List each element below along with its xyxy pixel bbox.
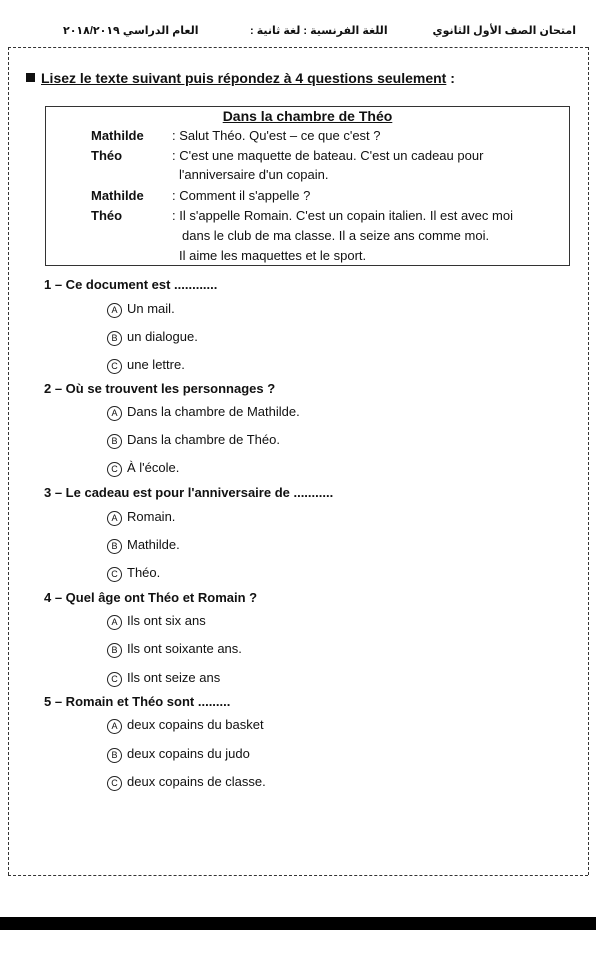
dialogue-line: dans le club de ma classe. Il a seize ans comme moi. — [182, 228, 490, 243]
speaker-theo: Théo — [91, 148, 123, 163]
circled-letter-icon: B — [107, 434, 122, 449]
speaker-theo: Théo — [91, 208, 123, 223]
option-text: Dans la chambre de Mathilde. — [127, 404, 300, 419]
left-border — [8, 47, 9, 875]
answer-option[interactable] — [107, 746, 250, 763]
bottom-black-bar — [0, 917, 596, 930]
speaker-mathilde: Mathilde — [91, 128, 144, 143]
dialogue-line: : C'est une maquette de bateau. C'est un cadeau pour — [172, 148, 484, 163]
option-text: Un mail. — [127, 301, 175, 316]
circled-letter-icon: C — [107, 567, 122, 582]
circled-letter-icon: B — [107, 331, 122, 346]
question-4: 4 – Quel âge ont Théo et Romain ? — [44, 590, 258, 605]
circled-letter-icon: B — [107, 539, 122, 554]
circled-letter-icon: A — [107, 511, 122, 526]
answer-option[interactable] — [107, 329, 198, 346]
dialogue-line: Il aime les maquettes et le sport. — [179, 248, 367, 263]
answer-option[interactable] — [107, 641, 242, 658]
question-5: 5 – Romain et Théo sont ......... — [44, 694, 231, 709]
circled-letter-icon: B — [107, 643, 122, 658]
answer-option[interactable] — [107, 301, 175, 318]
dialogue-line: : Salut Théo. Qu'est – ce que c'est ? — [172, 128, 381, 143]
option-text: Mathilde. — [127, 537, 180, 552]
circled-letter-icon: A — [107, 303, 122, 318]
bottom-divider — [8, 875, 588, 876]
option-text: À l'école. — [127, 460, 180, 475]
answer-option[interactable] — [107, 670, 220, 687]
top-divider — [8, 47, 588, 48]
question-3: 3 – Le cadeau est pour l'anniversaire de ........... — [44, 485, 334, 500]
instruction-text: Lisez le texte suivant puis répondez à 4 questions seulement — [41, 70, 447, 86]
option-text: Dans la chambre de Théo. — [127, 432, 280, 447]
question-1: 1 – Ce document est ............ — [44, 277, 218, 292]
option-text: une lettre. — [127, 357, 185, 372]
square-bullet-icon — [26, 73, 35, 82]
answer-option[interactable] — [107, 404, 300, 421]
option-text: Théo. — [127, 565, 161, 580]
dialogue-box — [45, 106, 570, 266]
option-text: un dialogue. — [127, 329, 198, 344]
circled-letter-icon: C — [107, 672, 122, 687]
dialogue-title: Dans la chambre de Théo — [222, 108, 393, 124]
circled-letter-icon: C — [107, 359, 122, 374]
circled-letter-icon: C — [107, 462, 122, 477]
option-text: deux copains du judo — [127, 746, 250, 761]
option-text: Romain. — [127, 509, 176, 524]
answer-option[interactable] — [107, 460, 179, 477]
circled-letter-icon: B — [107, 748, 122, 763]
question-2: 2 – Où se trouvent les personnages ? — [44, 381, 276, 396]
answer-option[interactable] — [107, 432, 280, 449]
right-border — [588, 47, 589, 875]
instruction — [26, 70, 455, 86]
answer-option[interactable] — [107, 509, 175, 526]
answer-option[interactable] — [107, 717, 264, 734]
exam-title: امتحان الصف الأول الثانوي — [432, 25, 576, 37]
answer-option[interactable] — [107, 613, 206, 630]
circled-letter-icon: A — [107, 406, 122, 421]
option-text: deux copains du basket — [127, 717, 264, 732]
option-text: Ils ont seize ans — [127, 670, 221, 685]
answer-option[interactable] — [107, 537, 180, 554]
option-text: Ils ont soixante ans. — [127, 641, 242, 656]
answer-option[interactable] — [107, 774, 266, 791]
answer-option[interactable] — [107, 565, 160, 582]
school-year: العام الدراسي ٢٠١٨/٢٠١٩ — [63, 25, 199, 37]
dialogue-line: l'anniversaire d'un copain. — [179, 167, 329, 182]
dialogue-line: : Comment il s'appelle ? — [172, 188, 311, 203]
option-text: Ils ont six ans — [127, 613, 206, 628]
circled-letter-icon: A — [107, 615, 122, 630]
circled-letter-icon: A — [107, 719, 122, 734]
option-text: deux copains de classe. — [127, 774, 266, 789]
dialogue-line: : Il s'appelle Romain. C'est un copain italien. Il est avec moi — [172, 208, 513, 223]
circled-letter-icon: C — [107, 776, 122, 791]
answer-option[interactable] — [107, 357, 185, 374]
speaker-mathilde: Mathilde — [91, 188, 144, 203]
instruction-colon: : — [446, 70, 455, 86]
subject-label: اللغة الفرنسية : لغة ثانية : — [250, 25, 388, 37]
